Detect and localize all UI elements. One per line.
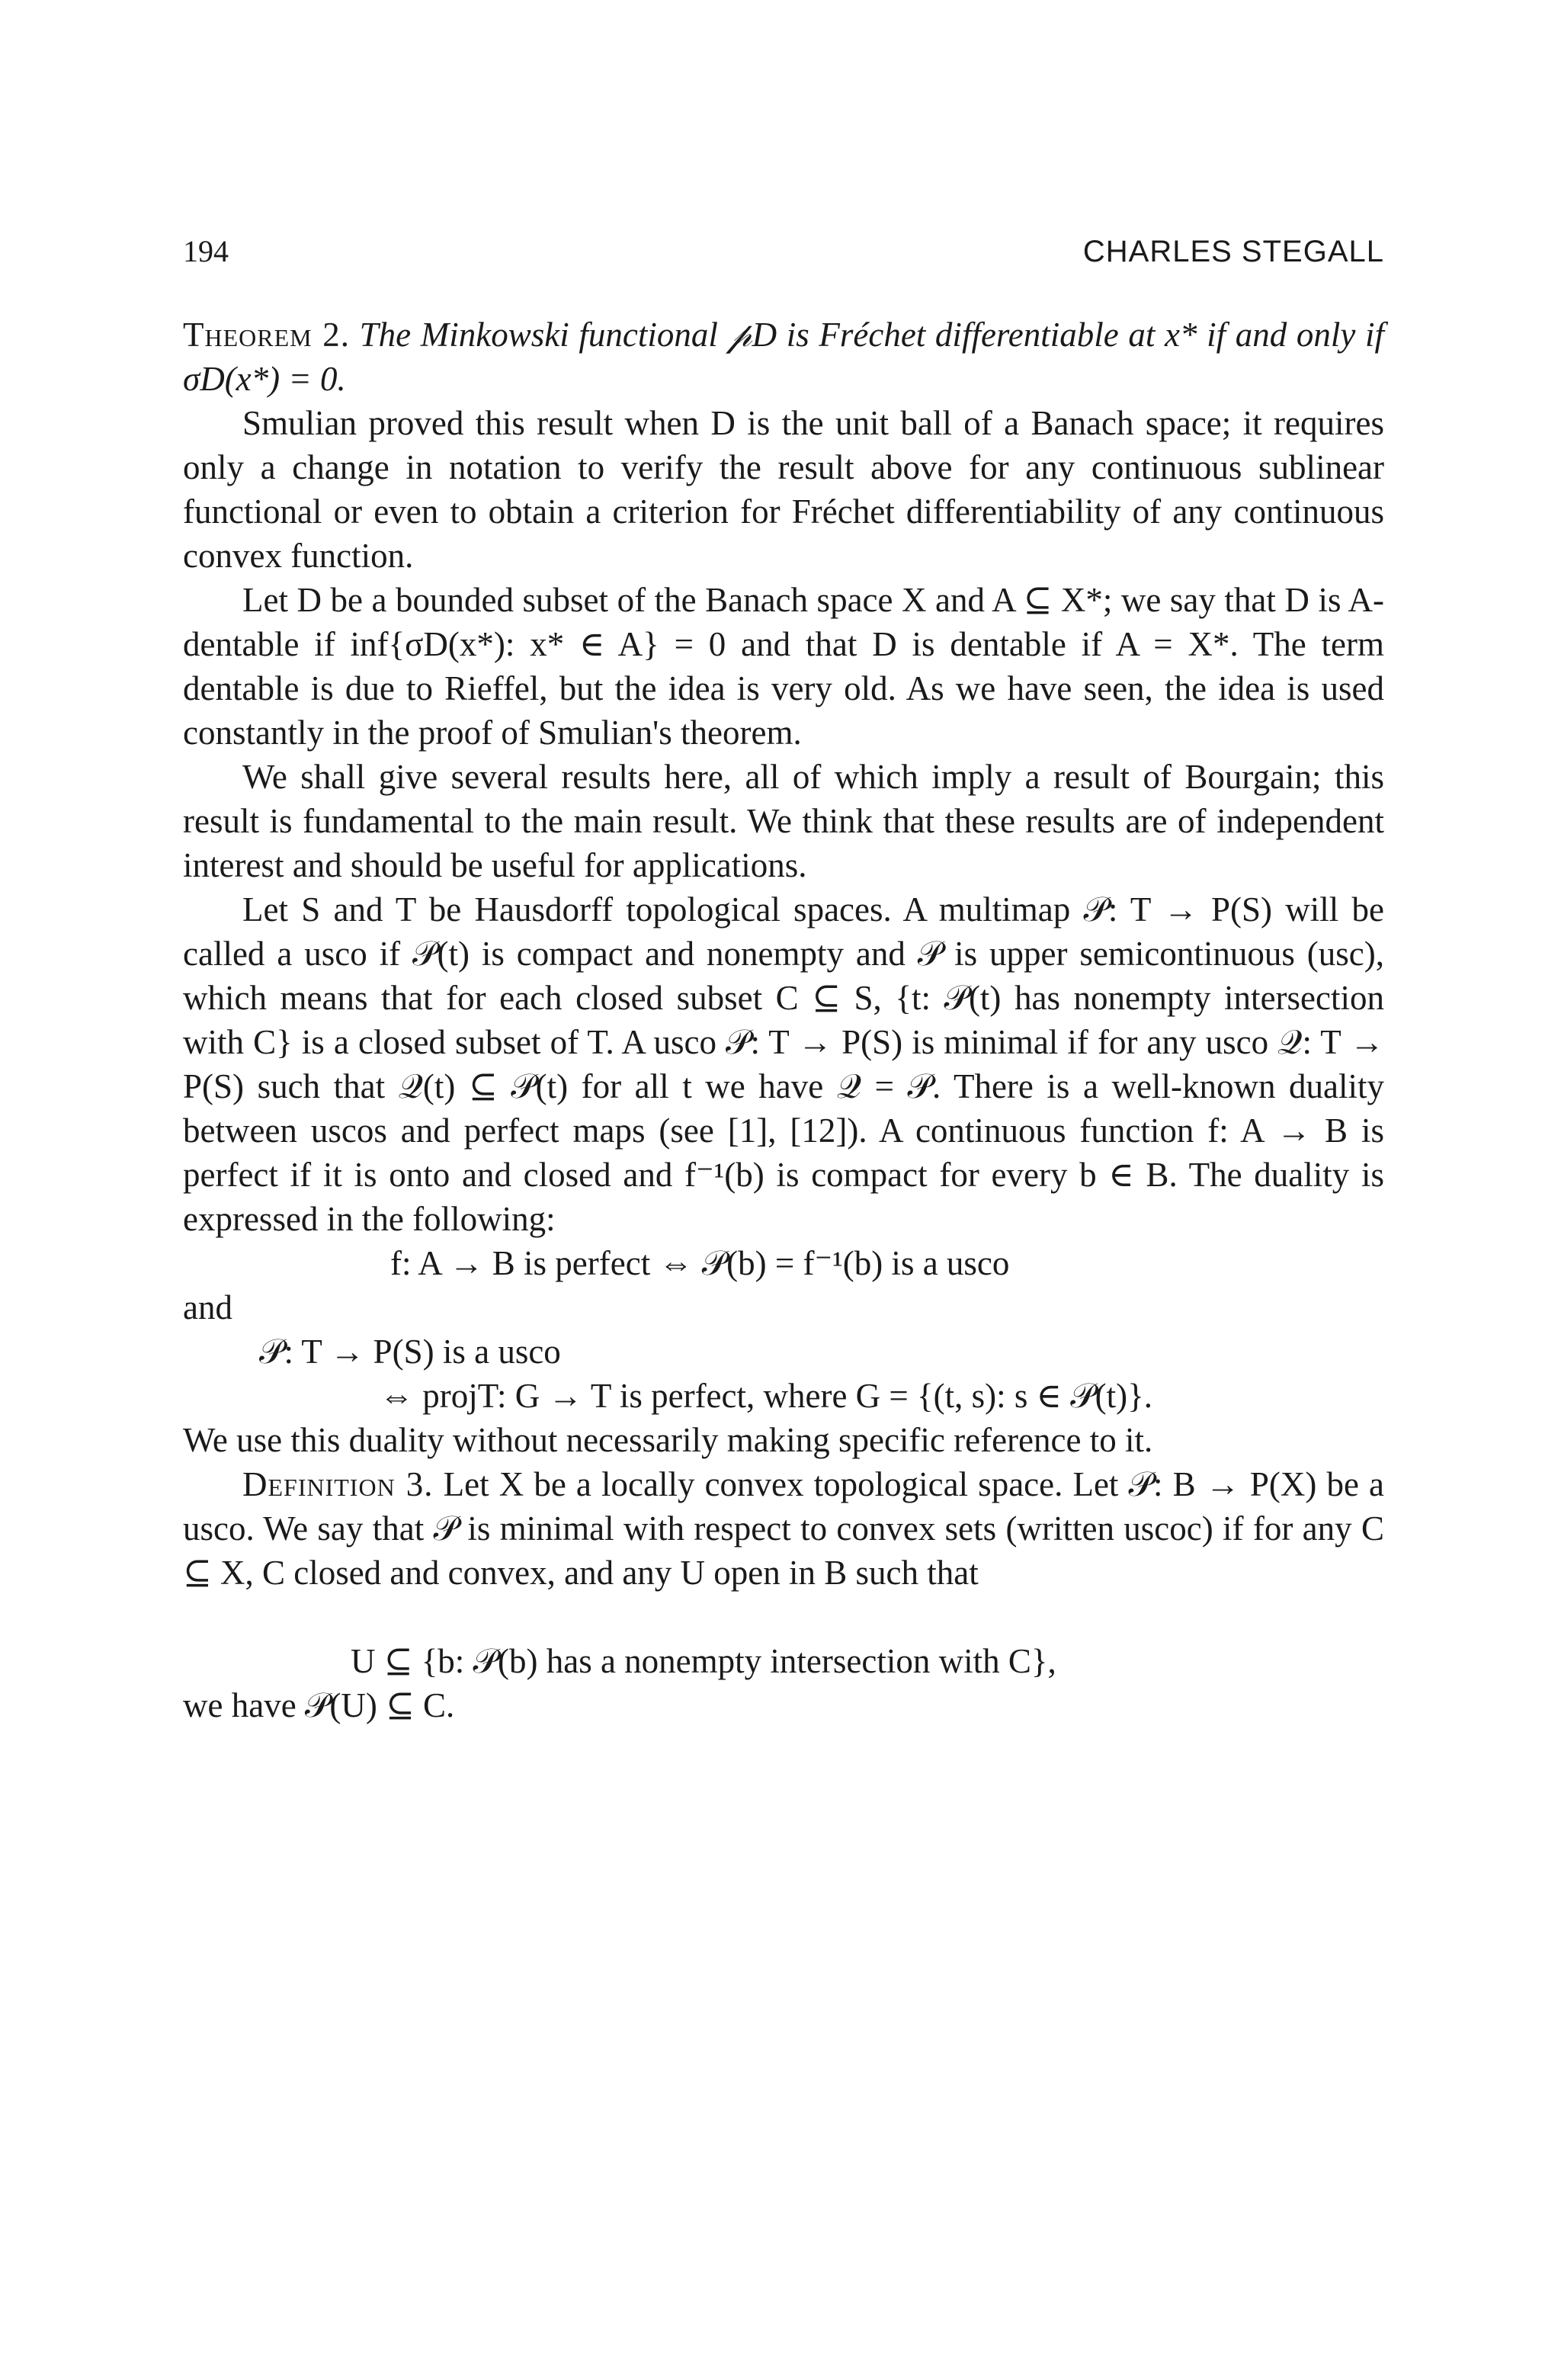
display-usco-line: 𝒫: T → P(S) is a usco: [259, 1333, 561, 1371]
paragraph-usco: Let S and T be Hausdorff topological spaces. A multimap 𝒫: T → P(S) will be called a usco if 𝒫(t) is compact and nonempty and 𝒫 is upper semicontinuous (usc), which means that for each closed subset C ⊆ S, {t: 𝒫(t) has nonempty intersection with C} is a closed subset of T. A usco 𝒫: T → P(S) is minimal if for any usco 𝒬: T → P(S) such that 𝒬(t) ⊆ 𝒫(t) for all t we have 𝒬 = 𝒫. There is a well-known duality between uscos and perfect maps (see [1], [12]). A continuous function f: A → B is perfect if it is onto and closed and f⁻¹(b) is compact for every b ∈ B. The duality is expressed in the following:: [183, 890, 1384, 1238]
display-projection-line: ⇔ projT: G → T is perfect, where G = {(t, s): s ∈ 𝒫(t)}.: [380, 1377, 1152, 1415]
theorem-2: [183, 313, 1384, 401]
paragraph-duality: We use this duality without necessarily making specific reference to it.: [183, 1421, 1153, 1459]
paragraph-smulian: Smulian proved this result when D is the unit ball of a Banach space; it requires only a change in notation to verify the result above for any continuous sublinear functional or even to obtain a criterion for Fréchet differentiability of any continuous convex function.: [183, 404, 1384, 575]
display-perfect-equivalence: f: A → B is perfect ⇔ 𝒫(b) = f⁻¹(b) is a usco: [390, 1244, 1010, 1282]
page-header: [183, 233, 1384, 271]
theorem-label: Theorem 2.: [183, 316, 350, 354]
running-head: CHARLES STEGALL: [1082, 235, 1384, 268]
paragraph-dentable: Let D be a bounded subset of the Banach space X and A ⊆ X*; we say that D is A-dentable if inf{σD(x*): x* ∈ A} = 0 and that D is dentable if A = X*. The term dentable is due to Rieffel, but the idea is very old. As we have seen, the idea is used constantly in the proof of Smulian's theorem.: [183, 581, 1384, 752]
body-text: [183, 313, 1384, 1727]
final-line: we have 𝒫(U) ⊆ C.: [183, 1686, 455, 1724]
definition-3: [183, 1462, 1384, 1595]
display-and: and: [183, 1288, 232, 1326]
definition-label: Definition 3.: [242, 1465, 434, 1503]
theorem-statement: The Minkowski functional 𝓅D is Fréchet differentiable at x* if and only if σD(x*) = 0.: [183, 316, 1385, 398]
page-number: 194: [183, 234, 229, 268]
paragraph-bourgain: We shall give several results here, all of which imply a result of Bourgain; this result is fundamental to the main result. We think that these results are of independent interest and should be useful for applications.: [183, 758, 1384, 884]
definition-text: Let X be a locally convex topological space. Let 𝒫: B → P(X) be a usco. We say that 𝒫 is minimal with respect to convex sets (written uscoc) if for any C ⊆ X, C closed and convex, and any U open in B such that: [183, 1465, 1384, 1592]
definition-display: U ⊆ {b: 𝒫(b) has a nonempty intersection with C},: [351, 1642, 1056, 1680]
